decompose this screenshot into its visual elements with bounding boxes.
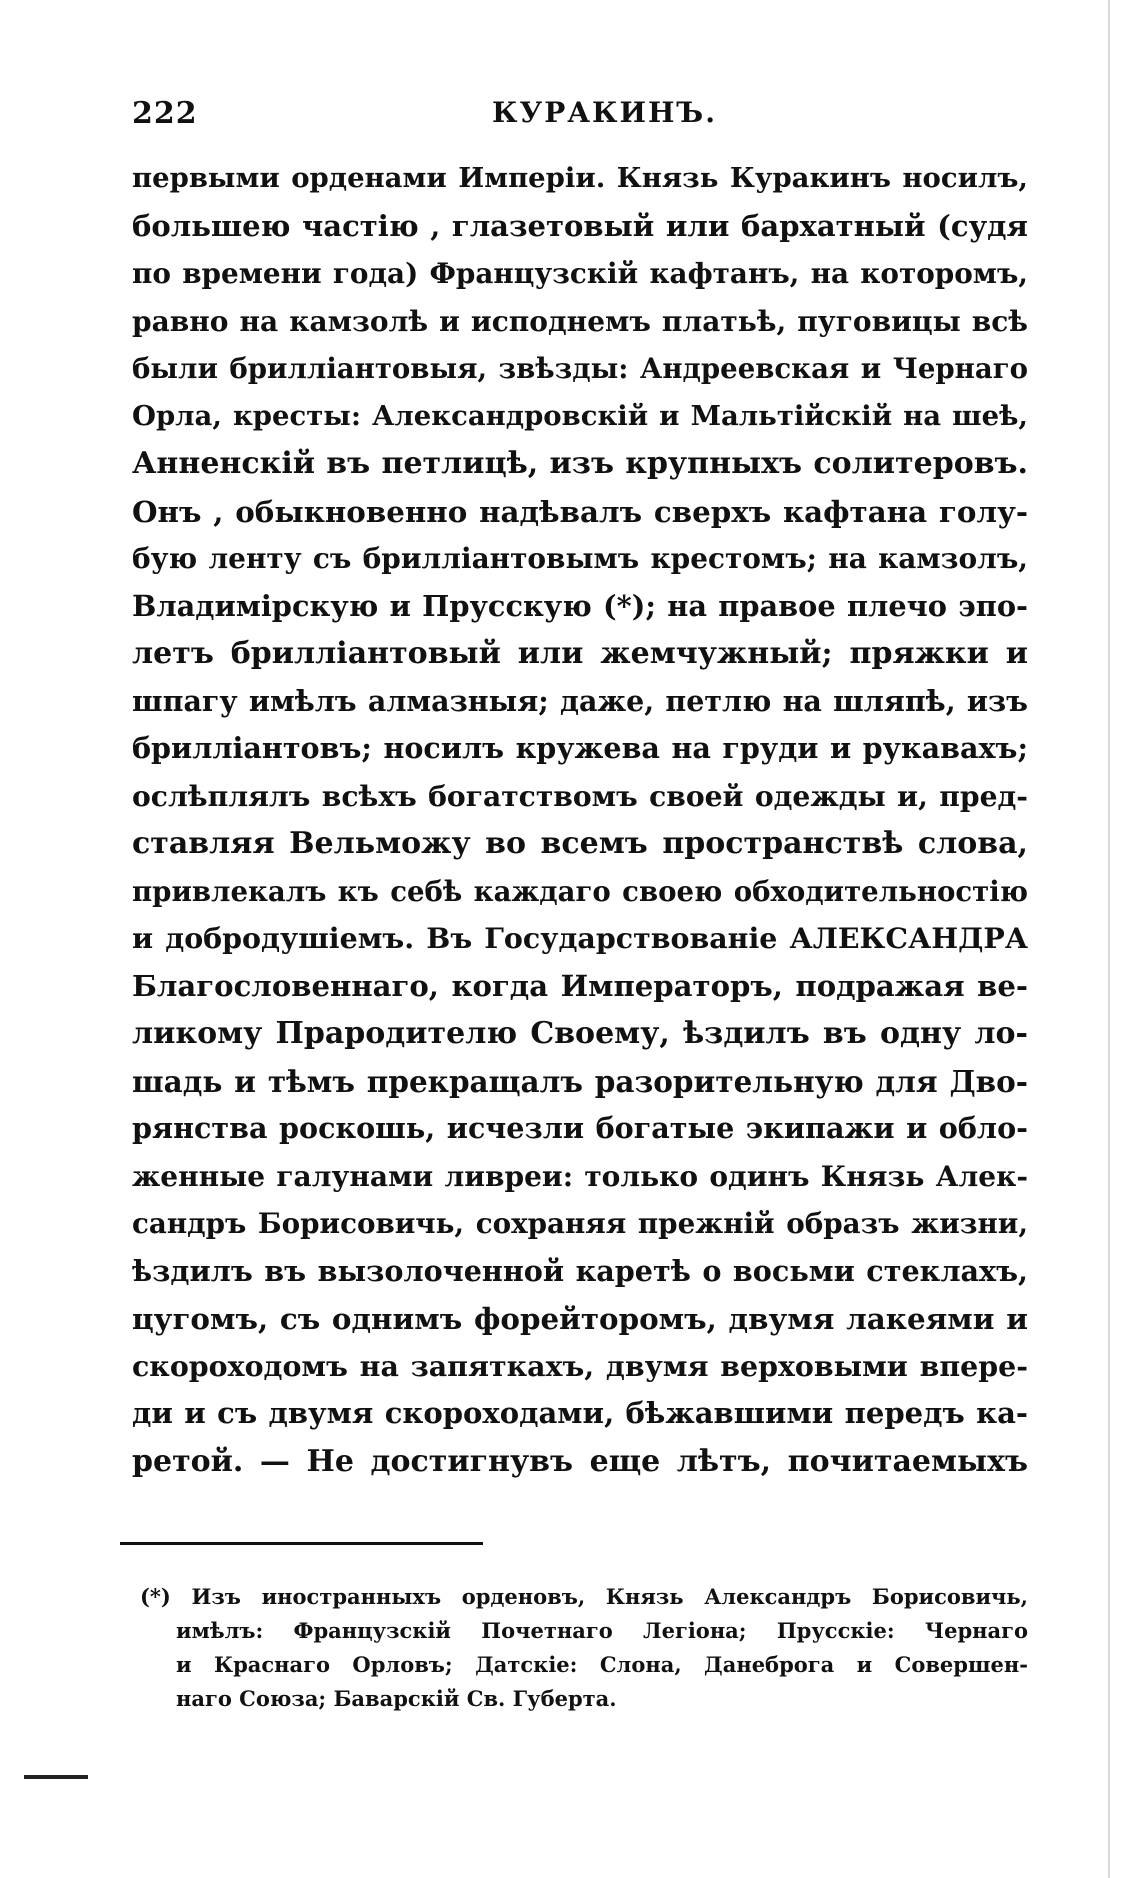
text-line: ди и съ двумя скороходами, бѣжавшими передъ ка- [132,1396,1028,1430]
text-line: летъ брилліантовый или жемчужный; пряжки и [132,636,1028,671]
footnote-line: наго Союза; Баварскій Св. Губерта. [176,1686,617,1711]
text-line: шадь и тѣмъ прекращалъ разорительную для Дво- [132,1063,1028,1099]
text-line: ставляя Вельможу во всемъ пространствѣ слова, [132,826,1028,861]
text-line: ослѣплялъ всѣхъ богатствомъ своей одежды и, пред- [132,779,1028,813]
page-edge-shadow [1108,0,1110,1878]
running-title: КУРАКИНЪ. [492,96,717,129]
text-line: бую ленту съ брилліантовымъ крестомъ; на камзолъ, [132,542,1028,575]
footnote-separator [120,1542,483,1545]
text-line: по времени года) Французскій кафтанъ, на которомъ, [132,257,1028,290]
margin-mark [24,1775,88,1779]
text-line: брилліантовъ; носилъ кружева на груди и рукавахъ; [132,731,1028,765]
text-line: Орла, кресты: Александровскій и Мальтійскій на шеѣ, [132,399,1028,432]
footnote-line: (*) Изъ иностранныхъ орденовъ, Князь Александръ Борисовичь, [140,1584,1028,1609]
text-line: первыми орденами Имперіи. Князь Куракинъ носилъ, [132,162,1028,194]
text-line: цугомъ, съ однимъ форейторомъ, двумя лакеями и [132,1301,1028,1336]
text-line: были бриллiантовыя, звѣзды: Андреевская и Чернаго [132,352,1028,385]
text-line: ѣздилъ въ вызолоченной каретѣ о восьми стеклахъ, [132,1253,1028,1288]
text-line: привлекалъ къ себѣ каждаго своею обходительностію [132,874,1028,908]
footnote-line: имѣлъ: Французскій Почетнаго Легіона; Прусскіе: Чернаго [176,1618,1028,1643]
page-header [132,96,1028,136]
text-line: большею частію , глазетовый или бархатный (судя [132,208,1028,243]
page-number: 222 [132,96,198,131]
text-line: женные галунами ливреи: только одинъ Князь Алек- [132,1159,1028,1193]
text-line: рянства роскошь, исчезли богатые экипажи и обло- [132,1111,1028,1145]
text-line: Анненскій въ петлицѣ, изъ крупныхъ солитеровъ. [132,446,1028,481]
text-line: ликому Прародителю Своему, ѣздилъ въ одну ло- [132,1016,1028,1051]
text-line: Онъ , обыкновенно надѣвалъ сверхъ кафтана голу- [132,493,1028,529]
text-line: Владимірскую и Прусскую (*); на правое плечо эпо- [132,588,1028,623]
text-line: шпагу имѣлъ алмазныя; даже, петлю на шляпѣ, изъ [132,683,1028,718]
text-line: и добродушіемъ. Въ Государствованіе АЛЕКСАНДРА [132,921,1028,955]
footnote-line: и Краснаго Орловъ; Датскіе: Слона, Данеброга и Совершен- [176,1652,1028,1677]
text-line: равно на камзолѣ и исподнемъ платьѣ, пуговицы всѣ [132,304,1028,338]
text-line: скороходомъ на запяткахъ, двумя верховыми впере- [132,1348,1028,1383]
footnote [140,1580,1028,1716]
body-text [132,155,1028,1485]
text-line: ретой. — Не достигнувъ еще лѣтъ, почитаемыхъ [132,1443,1028,1479]
text-line: сандръ Борисовичь, сохраняя прежній образъ жизни, [132,1207,1028,1240]
text-line: Благословеннаго, когда Императоръ, подражая ве- [132,968,1028,1003]
